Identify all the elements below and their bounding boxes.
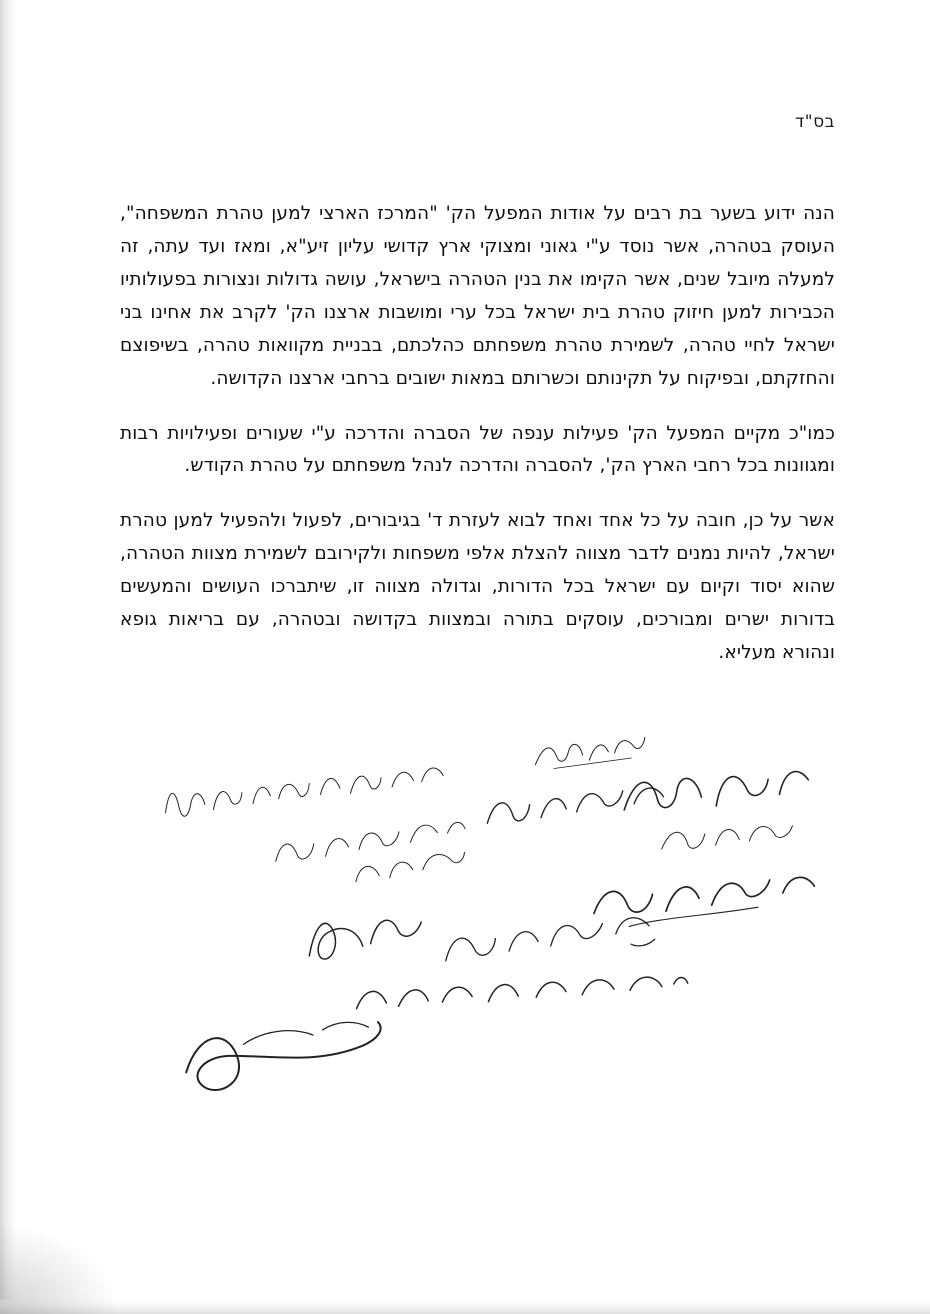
paragraph-1: הנה ידוע בשער בת רבים על אודות המפעל הק' "המרכז הארצי למען טהרת המשפחה", העוסק בטהרה, אשר נוסד ע"י גאוני ומצוקי ארץ קדושי עליון זיע"א, ומאז ועד עתה, זה למעלה מיובל שנים, אשר הקימו את בנין הטהרה בישראל, עושה גדולות ונצורות בפעולותיו הכבירות למען חיזוק טהרת בית ישראל בכל ערי ומושבות ארצנו הק' לקרב את אחינו בני ישראל לחיי טהרה, לשמירת טהרת משפחתם כהלכתם, בבניית מקוואות טהרה, בשיפוצם והחזקתם, ובפיקוח על תקינותם וכשרותם במאות ישובים ברחבי ארצנו הקדושה. [120, 203, 835, 389]
paragraph-3: אשר על כן, חובה על כל אחד ואחד לבוא לעזרת ד' בגיבורים, לפעול ולהפעיל למען טהרת ישראל, להיות נמנים לדבר מצווה להצלת אלפי משפחות ולקירובם לשמירת מצוות הטהרה, שהוא יסוד וקיום עם ישראל בכל הדורות, וגדולה מצווה זו, שיתברכו העושים והמעשים בדורות ישרים ומבורכים, עוסקים בתורה ובמצוות בקדושה ובטהרה, עם בריאות גופא ונהורא מעליא. [120, 510, 835, 664]
signature-11 [349, 961, 691, 1025]
signature-9 [298, 896, 433, 975]
scan-corner-shadow [0, 1224, 120, 1314]
scan-edge-shadow-left [0, 0, 16, 1314]
signature-block [150, 720, 825, 1100]
letter-body [120, 198, 835, 670]
signature-12 [171, 1005, 398, 1108]
page-content [120, 0, 835, 1314]
paragraph-2: כמו"כ מקיים המפעל הק' פעילות ענפה של הסברה והדרכה ע"י שעורים ופעילויות רבות ומגוונות בכל רחבי הארץ הק', להסברה והדרכה לנהל משפחתם על טהרת הקודש. [120, 422, 835, 477]
header-mark: בס"ד [795, 112, 835, 132]
signature-6 [478, 772, 672, 840]
